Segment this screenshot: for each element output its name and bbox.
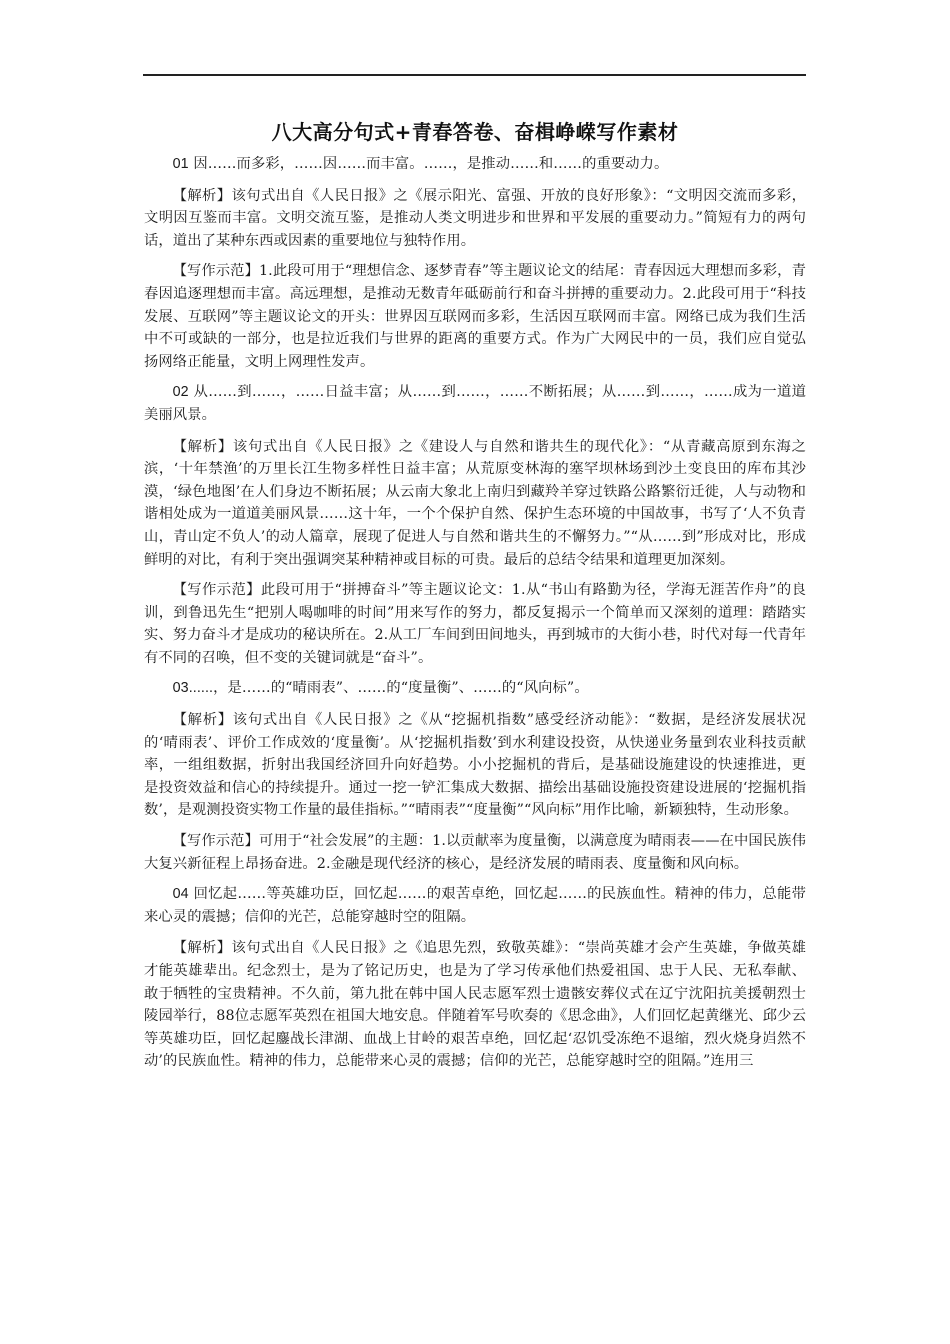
header-rule	[143, 74, 806, 76]
section-01-example	[144, 260, 806, 373]
analysis-text: 该句式出自《人民日报》之《建设人与自然和谐共生的现代化》：“从青藏高原到东海之滨，‘十年禁渔’的万里长江生物多样性日益丰富；从荒原变林海的塞罕坝林场到沙土变良田的库布其沙漠，‘绿色地图’在人们身边不断拓展；从云南大象北上南归到藏羚羊穿过铁路公路繁衍迁徙，人与动物和谐相处成为一道道美丽风景……这十年，一个个保护自然、保护生态环境的中国故事，书写了‘人不负青山，青山定不负人’的动人篇章，展现了促进人与自然和谐共生的不懈努力。”“从……到”形成对比，形成鲜明的对比，有利于突出强调突某种精神或目标的可贵。最后的总结令结果和道理更加深刻。	[144, 438, 806, 568]
sentence-pattern: 是……的“晴雨表”、……的“度量衡”、……的“风向标”。	[227, 680, 589, 697]
section-number: 02	[172, 384, 189, 401]
section-number: 03......，	[172, 680, 228, 697]
analysis-text: 该句式出自《人民日报》之《展示阳光、富强、开放的良好形象》：“文明因交流而多彩，文明因互鉴而丰富。文明交流互鉴，是推动人类文明进步和世界和平发展的重要动力。”简短有力的两句话，道出了某种东西或因素的重要地位与独特作用。	[144, 187, 807, 249]
example-text: 1.此段可用于“理想信念、逐梦青春”等主题议论文的结尾：青春因远大理想而多彩，青春因追逐理想而丰富。高远理想，是推动无数青年砥砺前行和奋斗拼搏的重要动力。2.此段可用于“科技发展、互联网”等主题议论文的开头：世界因互联网而多彩，生活因互联网而丰富。网络已成为我们生活中不可或缺的一部分，也是拉近我们与世界的距离的重要方式。作为广大网民中的一员，我们应自觉弘扬网络正能量，文明上网理性发声。	[144, 263, 806, 370]
analysis-tag: 【解析】	[172, 940, 232, 957]
sentence-pattern: 从……到……，……日益丰富；从……到……，……不断拓展；从……到……，……成为一道道美丽风景。	[144, 384, 806, 423]
sentence-pattern: 回忆起……等英雄功臣，回忆起……的艰苦卓绝，回忆起……的民族血性。精神的伟力，总能带来心灵的震撼；信仰的光芒，总能穿越时空的阻隔。	[144, 886, 806, 925]
section-number: 04	[172, 886, 189, 903]
sentence-pattern: 因……而多彩，……因……而丰富。……，是推动……和……的重要动力。	[193, 156, 669, 172]
section-02-analysis	[144, 436, 806, 572]
section-03-example	[144, 830, 806, 875]
analysis-text: 该句式出自《人民日报》之《追思先烈，致敬英雄》：“崇尚英雄才会产生英雄，争做英雄才能英雄辈出。纪念烈士，是为了铭记历史，也是为了学习传承他们热爱祖国、忠于人民、无私奉献、敢于牺牲的宝贵精神。不久前，第九批在韩中国人民志愿军烈士遗骸安葬仪式在辽宁沈阳抗美援朝烈士陵园举行，88位志愿军英烈在祖国大地安息。伴随着军号吹奏的《思念曲》，人们回忆起黄继光、邱少云等英雄功臣，回忆起鏖战长津湖、血战上甘岭的艰苦卓绝，回忆起‘忍饥受冻绝不退缩，烈火烧身岿然不动’的民族血性。精神的伟力，总能带来心灵的震撼；信仰的光芒，总能穿越时空的阻隔。”连用三	[144, 940, 807, 1070]
document-body	[144, 153, 806, 1081]
example-tag: 【写作示范】	[172, 582, 261, 599]
analysis-tag: 【解析】	[172, 712, 233, 729]
example-text: 此段可用于“拼搏奋斗”等主题议论文：1.从“书山有路勤为径，学海无涯苦作舟”的良训，到鲁迅先生“把别人喝咖啡的时间”用来写作的努力，都反复揭示一个简单而又深刻的道理：踏踏实实、努力奋斗才是成功的秘诀所在。2.从工厂车间到田间地头，再到城市的大街小巷，时代对每一代青年有不同的召唤，但不变的关键词就是“奋斗”。	[144, 582, 806, 666]
example-tag: 【写作示范】	[172, 263, 259, 280]
document-title: 八大高分句式+青春答卷、奋楫峥嵘写作素材	[271, 120, 679, 144]
example-text: 可用于“社会发展”的主题：1.以贡献率为度量衡，以满意度为晴雨表——在中国民族伟大复兴新征程上昂扬奋进。2.金融是现代经济的核心，是经济发展的晴雨表、度量衡和风向标。	[144, 833, 806, 872]
analysis-tag: 【解析】	[172, 438, 233, 455]
example-tag: 【写作示范】	[172, 833, 259, 850]
section-03-analysis	[144, 709, 806, 822]
section-04-analysis	[144, 937, 806, 1073]
section-01-heading	[144, 153, 806, 176]
section-03-heading	[144, 677, 806, 700]
section-04-heading	[144, 883, 806, 928]
section-02-heading	[144, 381, 806, 426]
analysis-tag: 【解析】	[172, 187, 232, 204]
section-02-example	[144, 579, 806, 669]
section-01-analysis	[144, 185, 806, 253]
section-number: 01	[172, 156, 189, 172]
analysis-text: 该句式出自《人民日报》之《从“挖掘机指数”感受经济动能》：“数据，是经济发展状况的‘晴雨表’、评价工作成效的‘度量衡’。从‘挖掘机指数’到水利建设投资，从快递业务量到农业科技贡献率，一组组数据，折射出我国经济回升向好趋势。小小挖掘机的背后，是基础设施建设的快速推进，更是投资效益和信心的持续提升。通过一挖一铲汇集成大数据、描绘出基础设施投资建设进展的‘挖掘机指数’，是观测投资实物工作量的最佳指标。”“晴雨表”“度量衡”“风向标”用作比喻，新颖独特，生动形象。	[144, 712, 806, 819]
